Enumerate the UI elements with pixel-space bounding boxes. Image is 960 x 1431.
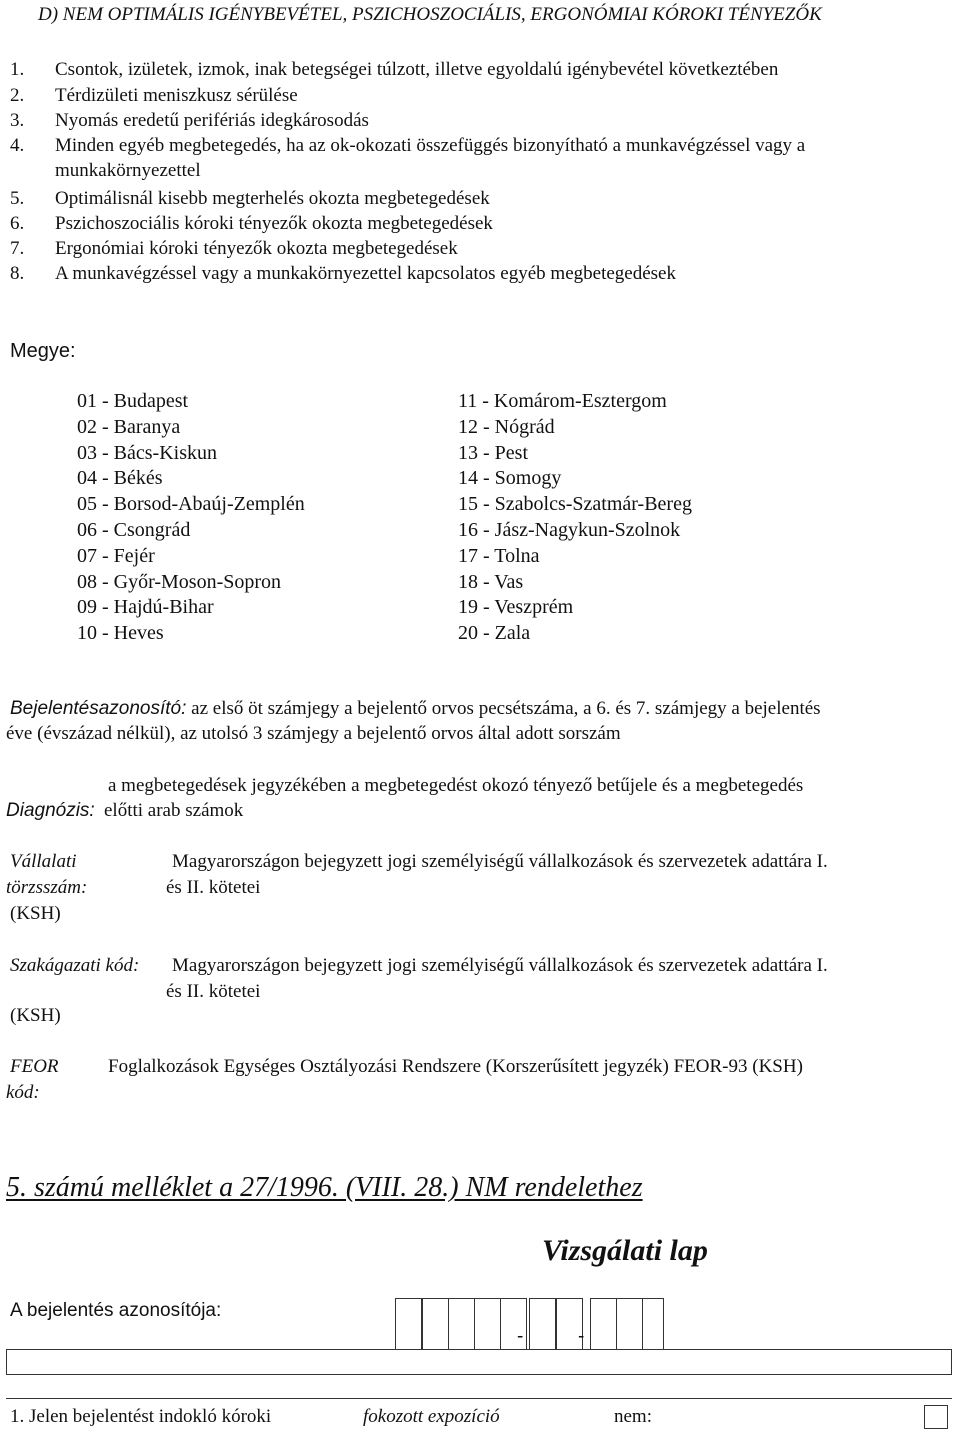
szakagazati-text-2: és II. kötetei: [166, 981, 261, 1002]
feor-label-1: FEOR: [10, 1056, 59, 1077]
county-item: 03 - Bács-Kiskun: [77, 442, 217, 464]
annex-title: 5. számú melléklet a 27/1996. (VIII. 28.) NM rendelethez: [6, 1172, 643, 1203]
list-item-text: Pszichoszociális kóroki tényezők okozta megbetegedések: [55, 213, 493, 234]
id-digit-box[interactable]: [395, 1298, 422, 1350]
county-item: 05 - Borsod-Abaúj-Zemplén: [77, 493, 305, 515]
id-digit-box[interactable]: [474, 1298, 501, 1350]
section-heading: D) NEM OPTIMÁLIS IGÉNYBEVÉTEL, PSZICHOSZOCIÁLIS, ERGONÓMIAI KÓROKI TÉNYEZŐK: [38, 4, 822, 25]
vallalati-text-1: Magyarországon bejegyzett jogi személyiségű vállalkozások és szervezetek adattára I.: [172, 851, 828, 872]
id-digit-box[interactable]: [642, 1298, 664, 1350]
bottom-item: 1. Jelen bejelentést indokló kóroki: [10, 1406, 272, 1427]
id-digit-box[interactable]: [422, 1298, 449, 1350]
szakagazati-text-1: Magyarországon bejegyzett jogi személyiségű vállalkozások és szervezetek adattára I.: [172, 955, 828, 976]
list-item-text: Nyomás eredetű perifériás idegkárosodás: [55, 110, 369, 131]
county-item: 17 - Tolna: [458, 545, 540, 567]
county-item: 12 - Nógrád: [458, 416, 555, 438]
table-top-border: [6, 1349, 952, 1350]
list-item-text: A munkavégzéssel vagy a munkakörnyezettel kapcsolatos egyéb megbetegedések: [55, 263, 676, 284]
list-item-number: 8.: [10, 263, 25, 284]
county-item: 16 - Jász-Nagykun-Szolnok: [458, 519, 681, 541]
id-separator-1: -: [517, 1326, 524, 1347]
id-digit-box[interactable]: [590, 1298, 617, 1350]
list-item-text: Ergonómiai kóroki tényezők okozta megbetegedések: [55, 238, 458, 259]
table-right-border: [951, 1349, 952, 1375]
county-item: 07 - Fejér: [77, 545, 155, 567]
county-item: 09 - Hajdú-Bihar: [77, 596, 214, 618]
county-item: 08 - Győr-Moson-Sopron: [77, 571, 282, 593]
county-item: 20 - Zala: [458, 622, 531, 644]
list-item-number: 1.: [10, 59, 25, 80]
list-item-text: Csontok, izületek, izmok, inak betegségei túlzott, illetve egyoldalú igénybevétel következtében: [55, 59, 779, 80]
bejelentes-line-1: [10, 698, 821, 720]
list-item-number: 6.: [10, 213, 25, 234]
bejelentes-label: Bejelentésazonosító:: [10, 698, 187, 719]
id-field-label: A bejelentés azonosítója:: [10, 1300, 222, 1321]
diagnozis-text-1: a megbetegedések jegyzékében a megbetegedést okozó tényező betűjele és a megbetegedés: [108, 775, 804, 796]
vallalati-label-1: Vállalati: [10, 851, 77, 872]
county-item: 15 - Szabolcs-Szatmár-Bereg: [458, 493, 692, 515]
feor-text: Foglalkozások Egységes Osztályozási Rendszere (Korszerűsített jegyzék) FEOR-93 (KSH): [108, 1056, 803, 1077]
table-left-border: [6, 1349, 7, 1375]
list-item-text: munkakörnyezettel: [55, 160, 201, 181]
table-mid-border: [6, 1374, 952, 1375]
id-digit-box[interactable]: [616, 1298, 643, 1350]
table-row-divider: [6, 1398, 952, 1399]
list-item-number: 2.: [10, 85, 25, 106]
megye-label: Megye:: [10, 340, 76, 362]
bejelentes-line-2: éve (évszázad nélkül), az utolsó 3 számjegy a bejelentő orvos által adott sorszám: [6, 723, 621, 744]
list-item-number: 3.: [10, 110, 25, 131]
county-item: 18 - Vas: [458, 571, 524, 593]
county-item: 13 - Pest: [458, 442, 528, 464]
list-item-text: Térdizületi meniszkusz sérülése: [55, 85, 298, 106]
diagnozis-label: Diagnózis:: [6, 800, 95, 821]
vallalati-label-2: törzsszám:: [6, 877, 88, 898]
feor-label-2: kód:: [6, 1082, 40, 1103]
bottom-exposure: fokozott expozíció: [363, 1406, 500, 1427]
county-item: 01 - Budapest: [77, 390, 189, 412]
county-item: 19 - Veszprém: [458, 596, 574, 618]
id-digit-box[interactable]: [529, 1298, 556, 1350]
list-item-number: 5.: [10, 188, 25, 209]
bottom-nem: nem:: [614, 1406, 652, 1427]
id-separator-2: -: [578, 1326, 585, 1347]
county-item: 06 - Csongrád: [77, 519, 191, 541]
szakagazati-label-2: (KSH): [10, 1005, 61, 1026]
county-item: 14 - Somogy: [458, 467, 562, 489]
county-item: 11 - Komárom-Esztergom: [458, 390, 667, 412]
list-item-text: Optimálisnál kisebb megterhelés okozta megbetegedések: [55, 188, 490, 209]
bejelentes-text-1: az első öt számjegy a bejelentő orvos pecsétszáma, a 6. és 7. számjegy a bejelentés: [186, 698, 821, 719]
vallalati-text-2: és II. kötetei: [166, 877, 261, 898]
vallalati-label-3: (KSH): [10, 903, 61, 924]
nem-checkbox[interactable]: [924, 1405, 948, 1429]
list-item-number: 7.: [10, 238, 25, 259]
list-item-number: 4.: [10, 135, 25, 156]
list-item-text: Minden egyéb megbetegedés, ha az ok-okozati összefüggés bizonyítható a munkavégzéssel vagy a: [55, 135, 806, 156]
id-digit-box[interactable]: [448, 1298, 475, 1350]
county-item: 04 - Békés: [77, 467, 163, 489]
form-title: Vizsgálati lap: [542, 1234, 708, 1267]
county-item: 02 - Baranya: [77, 416, 181, 438]
szakagazati-label: Szakágazati kód:: [10, 955, 140, 976]
county-item: 10 - Heves: [77, 622, 164, 644]
diagnozis-text-2: előtti arab számok: [104, 800, 244, 821]
